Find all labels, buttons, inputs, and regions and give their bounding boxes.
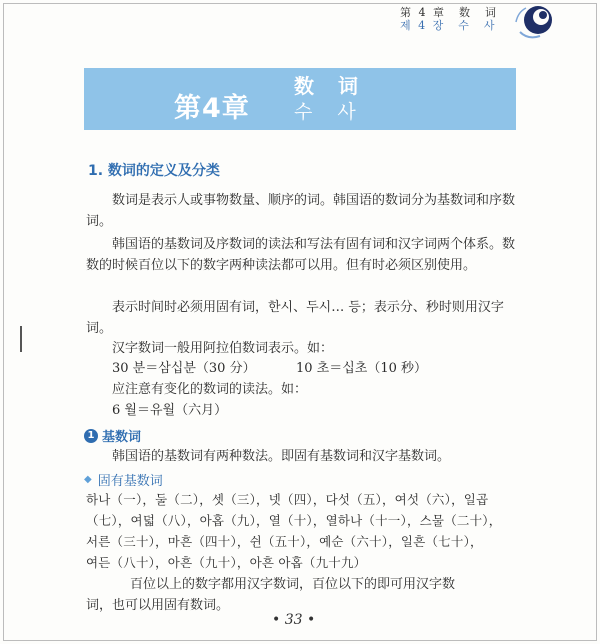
running-head-korean: 제 4 장 수 사 (400, 19, 497, 32)
change-intro: 应注意有变化的数词的读法。如： (112, 382, 308, 397)
corner-swirl-icon (514, 2, 556, 42)
margin-mark (20, 326, 22, 352)
paragraph-time: 表示时间时必须用固有词，한시、두시… 등；表示分、秒时则用汉字词。 (86, 300, 504, 336)
chapter-title-korean: 수사 (294, 101, 381, 123)
native-numbers-line-2: （七），여덟（八），아홉（九），열（十），열하나（十一），스물（二十）， (86, 513, 502, 528)
paragraph-definition: 数词是表示人或事物数量、顺序的词。韩国语的数词分为基数词和序数词。 (86, 193, 516, 229)
subsection-heading (84, 426, 141, 445)
native-numbers-heading (84, 470, 163, 489)
subsection-title: 基数词 (102, 430, 142, 445)
closing-line-1: 百位以上的数字都用汉字数词，百位以下的即可用汉字数 (130, 577, 456, 592)
example-month: 6 월＝유월（六月） (112, 403, 228, 418)
example-seconds: 10 초＝십초（10 秒） (296, 361, 428, 376)
chapter-banner (84, 68, 516, 130)
diamond-bullet-icon: ◆ (84, 474, 92, 485)
subsection-number-badge: 1 (84, 429, 98, 443)
chapter-number: 第4章 (174, 93, 250, 124)
running-head (400, 6, 498, 32)
running-head-chinese: 第 4 章 数 词 (400, 6, 498, 19)
paragraph-systems: 韩国语的基数词及序数词的读法和写法有固有词和汉字词两个体系。数数的时候百位以下的数字两种读法都可以用。但有时必须区别使用。 (86, 237, 516, 273)
native-numbers-line-3: 서른（三十），마흔（四十），쉰（五十），예순（六十），일흔（七十）， (86, 534, 483, 549)
native-numbers-line-4: 여든（八十），아흔（九十），아흔 아홉（九十九） (86, 555, 367, 570)
subsection-text: 韩国语的基数词有两种数法。即固有基数词和汉字基数词。 (112, 449, 451, 464)
page-number: • 33 • (272, 612, 316, 628)
native-numbers-title: 固有基数词 (97, 474, 163, 489)
example-minutes: 30 분＝삼십분（30 分） (112, 361, 256, 376)
closing-line-2: 词，也可以用固有数词。 (86, 598, 230, 613)
native-numbers-line-1: 하나（一），둘（二），셋（三），넷（四），다섯（五），여섯（六），일곱 (86, 492, 489, 507)
chapter-title: 数词 (294, 74, 382, 98)
example-intro: 汉字数词一般用阿拉伯数词表示。如： (112, 341, 334, 356)
section-heading: 1. 数词的定义及分类 (88, 163, 220, 179)
